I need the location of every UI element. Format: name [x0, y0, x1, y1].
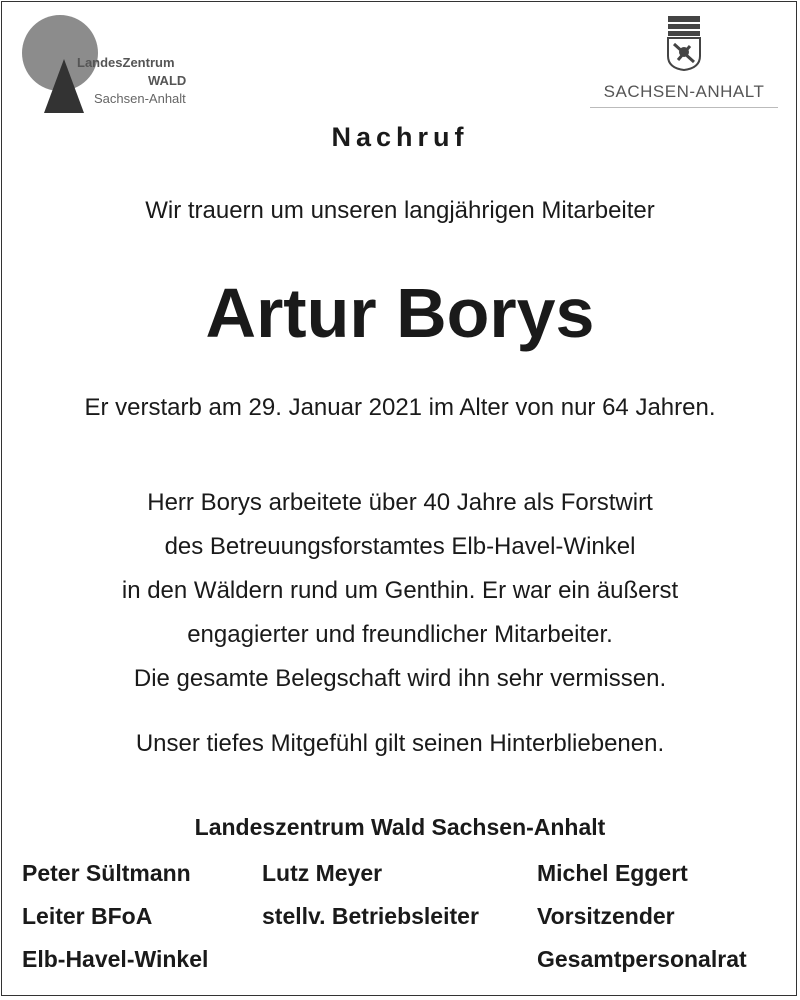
deceased-name: Artur Borys	[205, 274, 595, 352]
organization-name: Landeszentrum Wald Sachsen-Anhalt	[194, 814, 606, 840]
signatory	[537, 852, 747, 981]
signatory-name: Michel Eggert	[537, 860, 688, 886]
signatory-role: Leiter BFoA	[22, 903, 153, 929]
sachsen-anhalt-logo	[588, 12, 780, 112]
logo-text-line1: LandesZentrum	[77, 55, 175, 70]
death-notice: Er verstarb am 29. Januar 2021 im Alter von nur 64 Jahren.	[84, 394, 716, 421]
signatory-role: Gesamtpersonalrat	[537, 946, 747, 972]
paragraph-line: Herr Borys arbeitete über 40 Jahre als Forstwirt	[147, 489, 653, 516]
logo-state-name: SACHSEN-ANHALT	[603, 82, 765, 101]
tribute-paragraph	[0, 481, 800, 701]
intro-text: Wir trauern um unseren langjährigen Mitarbeiter	[145, 197, 655, 224]
coat-of-arms-icon	[664, 12, 704, 72]
signatory-role: Elb-Havel-Winkel	[22, 946, 209, 972]
logo-text-line2: WALD	[148, 73, 187, 88]
logo-text-line3: Sachsen-Anhalt	[94, 91, 186, 106]
logo-divider	[590, 107, 778, 108]
signatory	[22, 852, 208, 981]
paragraph-line: des Betreuungsforstamtes Elb-Havel-Winkel	[164, 533, 636, 560]
signatory-name: Lutz Meyer	[262, 860, 383, 886]
signatory-role: stellv. Betriebsleiter	[262, 903, 479, 929]
signatory	[262, 852, 479, 938]
condolence-text: Unser tiefes Mitgefühl gilt seinen Hinterbliebenen.	[135, 730, 665, 757]
paragraph-line: in den Wäldern rund um Genthin. Er war ein äußerst	[121, 577, 679, 604]
signatory-role: Vorsitzender	[537, 903, 675, 929]
page-title: Nachruf	[331, 122, 469, 152]
signatory-name: Peter Sültmann	[22, 860, 191, 886]
landeszentrum-logo	[22, 15, 232, 120]
paragraph-line: Die gesamte Belegschaft wird ihn sehr vermissen.	[133, 665, 667, 692]
paragraph-line: engagierter und freundlicher Mitarbeiter.	[187, 621, 613, 648]
